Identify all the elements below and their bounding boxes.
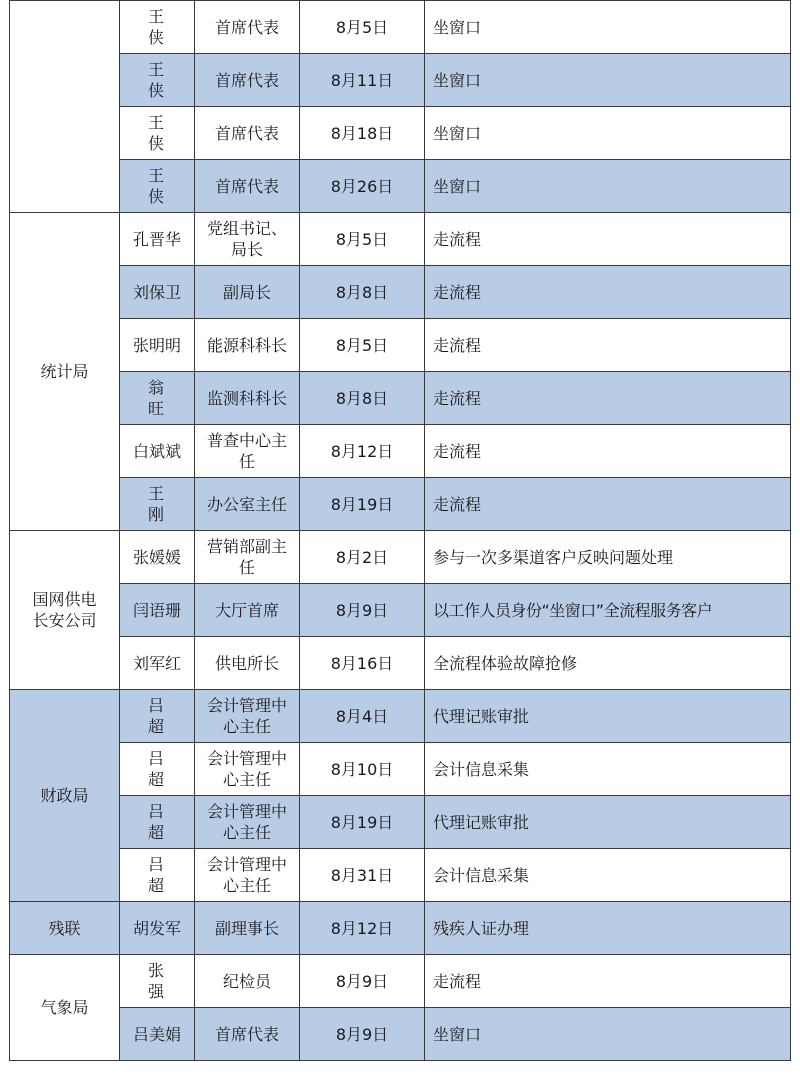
table-row <box>10 796 791 849</box>
name-cell: 吕超 <box>120 690 195 743</box>
table-row <box>10 160 791 213</box>
date-cell: 8月19日 <box>300 478 425 531</box>
table-row <box>10 319 791 372</box>
name-cell: 王侠 <box>120 1 195 54</box>
activity-cell: 残疾人证办理 <box>425 902 791 955</box>
activity-cell: 坐窗口 <box>425 160 791 213</box>
activity-cell: 坐窗口 <box>425 1008 791 1061</box>
name-cell: 刘保卫 <box>120 266 195 319</box>
title-cell: 会计管理中心主任 <box>195 743 300 796</box>
name-cell: 刘军红 <box>120 637 195 690</box>
date-cell: 8月8日 <box>300 372 425 425</box>
table-row <box>10 531 791 584</box>
date-cell: 8月8日 <box>300 266 425 319</box>
title-cell: 首席代表 <box>195 1 300 54</box>
date-cell: 8月9日 <box>300 1008 425 1061</box>
org-cell: 国网供电长安公司 <box>10 531 120 690</box>
title-cell: 首席代表 <box>195 107 300 160</box>
title-cell: 监测科科长 <box>195 372 300 425</box>
activity-cell: 坐窗口 <box>425 54 791 107</box>
title-cell: 普查中心主任 <box>195 425 300 478</box>
title-cell: 会计管理中心主任 <box>195 849 300 902</box>
org-cell: 统计局 <box>10 213 120 531</box>
name-cell: 吕超 <box>120 743 195 796</box>
date-cell: 8月9日 <box>300 955 425 1008</box>
name-cell: 张明明 <box>120 319 195 372</box>
table-row <box>10 372 791 425</box>
date-cell: 8月31日 <box>300 849 425 902</box>
activity-cell: 代理记账审批 <box>425 690 791 743</box>
table-row <box>10 743 791 796</box>
table-row <box>10 1008 791 1061</box>
name-cell: 王刚 <box>120 478 195 531</box>
schedule-table-wrapper <box>9 0 791 1061</box>
date-cell: 8月5日 <box>300 1 425 54</box>
name-cell: 翁旺 <box>120 372 195 425</box>
name-cell: 吕美娟 <box>120 1008 195 1061</box>
title-cell: 副理事长 <box>195 902 300 955</box>
activity-cell: 坐窗口 <box>425 1 791 54</box>
name-cell: 张媛媛 <box>120 531 195 584</box>
title-cell: 首席代表 <box>195 1008 300 1061</box>
table-row <box>10 584 791 637</box>
date-cell: 8月12日 <box>300 902 425 955</box>
date-cell: 8月19日 <box>300 796 425 849</box>
date-cell: 8月2日 <box>300 531 425 584</box>
schedule-table-body <box>10 1 791 1061</box>
name-cell: 孔晋华 <box>120 213 195 266</box>
name-cell: 吕超 <box>120 849 195 902</box>
title-cell: 办公室主任 <box>195 478 300 531</box>
name-cell: 闫语珊 <box>120 584 195 637</box>
name-cell: 王侠 <box>120 107 195 160</box>
title-cell: 会计管理中心主任 <box>195 796 300 849</box>
date-cell: 8月10日 <box>300 743 425 796</box>
activity-cell: 走流程 <box>425 266 791 319</box>
table-row <box>10 690 791 743</box>
activity-cell: 走流程 <box>425 319 791 372</box>
name-cell: 王侠 <box>120 54 195 107</box>
org-cell: 财政局 <box>10 690 120 902</box>
table-row <box>10 955 791 1008</box>
title-cell: 能源科科长 <box>195 319 300 372</box>
table-row <box>10 266 791 319</box>
name-cell: 胡发军 <box>120 902 195 955</box>
title-cell: 营销部副主任 <box>195 531 300 584</box>
name-cell: 吕超 <box>120 796 195 849</box>
activity-cell: 全流程体验故障抢修 <box>425 637 791 690</box>
table-row <box>10 54 791 107</box>
table-row <box>10 213 791 266</box>
activity-cell: 坐窗口 <box>425 107 791 160</box>
title-cell: 纪检员 <box>195 955 300 1008</box>
table-row <box>10 1 791 54</box>
activity-cell: 会计信息采集 <box>425 743 791 796</box>
table-row <box>10 478 791 531</box>
date-cell: 8月5日 <box>300 319 425 372</box>
table-row <box>10 107 791 160</box>
activity-cell: 走流程 <box>425 372 791 425</box>
name-cell: 白斌斌 <box>120 425 195 478</box>
title-cell: 党组书记、局长 <box>195 213 300 266</box>
date-cell: 8月5日 <box>300 213 425 266</box>
title-cell: 副局长 <box>195 266 300 319</box>
table-row <box>10 849 791 902</box>
date-cell: 8月9日 <box>300 584 425 637</box>
activity-cell: 参与一次多渠道客户反映问题处理 <box>425 531 791 584</box>
title-cell: 首席代表 <box>195 54 300 107</box>
date-cell: 8月16日 <box>300 637 425 690</box>
activity-cell: 以工作人员身份“坐窗口”全流程服务客户 <box>425 584 791 637</box>
name-cell: 张强 <box>120 955 195 1008</box>
table-row <box>10 637 791 690</box>
org-cell: 气象局 <box>10 955 120 1061</box>
activity-cell: 走流程 <box>425 425 791 478</box>
title-cell: 会计管理中心主任 <box>195 690 300 743</box>
title-cell: 供电所长 <box>195 637 300 690</box>
date-cell: 8月26日 <box>300 160 425 213</box>
date-cell: 8月11日 <box>300 54 425 107</box>
activity-cell: 代理记账审批 <box>425 796 791 849</box>
date-cell: 8月12日 <box>300 425 425 478</box>
table-row <box>10 902 791 955</box>
schedule-table <box>9 0 791 1061</box>
activity-cell: 走流程 <box>425 478 791 531</box>
title-cell: 首席代表 <box>195 160 300 213</box>
activity-cell: 会计信息采集 <box>425 849 791 902</box>
name-cell: 王侠 <box>120 160 195 213</box>
title-cell: 大厅首席 <box>195 584 300 637</box>
org-cell <box>10 1 120 213</box>
org-cell: 残联 <box>10 902 120 955</box>
activity-cell: 走流程 <box>425 955 791 1008</box>
table-row <box>10 425 791 478</box>
activity-cell: 走流程 <box>425 213 791 266</box>
date-cell: 8月18日 <box>300 107 425 160</box>
date-cell: 8月4日 <box>300 690 425 743</box>
